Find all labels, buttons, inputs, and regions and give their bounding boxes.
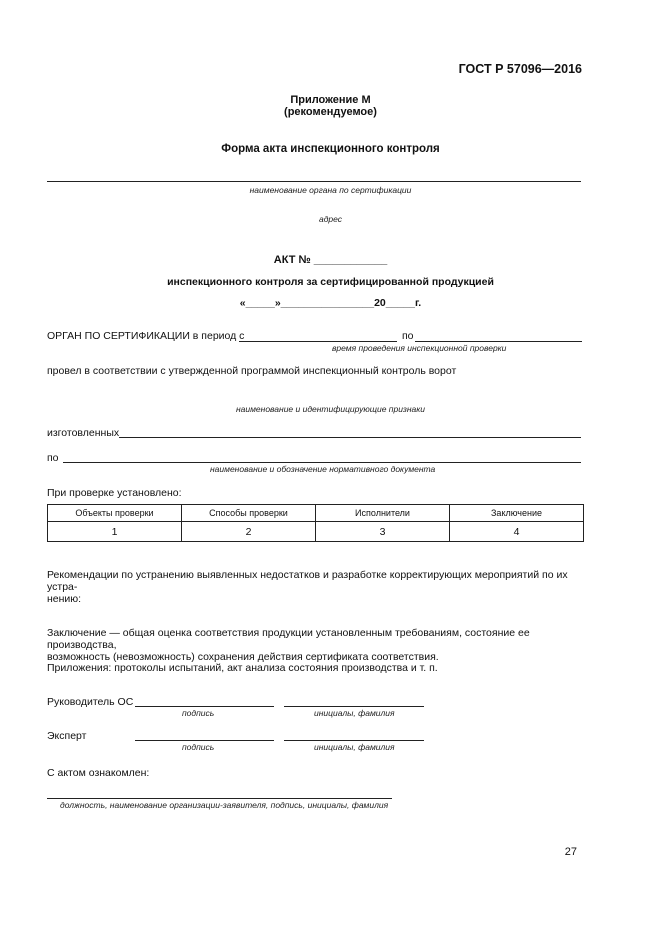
head-label: Руководитель ОС — [47, 696, 134, 708]
by-label: по — [47, 452, 59, 464]
address-caption: адрес — [318, 214, 343, 224]
appendix-title: Приложение М — [290, 94, 371, 106]
table-cell: 3 — [316, 522, 450, 542]
attachments-text: Приложения: протоколы испытаний, акт анализа состояния производства и т. п. — [47, 662, 438, 674]
recommendations-line-2: нению: — [47, 593, 82, 605]
expert-signature-caption: подпись — [182, 742, 215, 752]
table-cell: 4 — [450, 522, 584, 542]
features-caption: наименование и идентифицирующие признаки — [235, 404, 426, 414]
table-cell: 1 — [48, 522, 182, 542]
norm-doc-caption: наименование и обозначение нормативного документа — [210, 464, 436, 474]
norm-doc-line — [63, 462, 581, 463]
expert-signature-line — [135, 740, 274, 741]
standard-code: ГОСТ Р 57096—2016 — [458, 62, 582, 76]
head-signature-caption: подпись — [182, 708, 215, 718]
table-header-objects: Объекты проверки — [48, 505, 182, 522]
inspection-table — [47, 504, 584, 542]
appendix-subtitle: (рекомендуемое) — [284, 106, 377, 118]
head-initials-caption: инициалы, фамилия — [314, 708, 395, 718]
expert-initials-line — [284, 740, 424, 741]
period-to-label: по — [402, 330, 414, 342]
form-title: Форма акта инспекционного контроля — [221, 143, 440, 155]
head-initials-line — [284, 706, 424, 707]
recommendations-text — [47, 569, 587, 605]
organ-line — [47, 181, 581, 182]
manufactured-label: изготовленных — [47, 427, 120, 439]
organ-caption: наименование органа по сертификации — [249, 185, 412, 195]
period-from-line — [239, 341, 397, 342]
established-text: При проверке установлено: — [47, 487, 182, 499]
table-row — [48, 522, 584, 542]
manufactured-line — [119, 437, 581, 438]
table-cell: 2 — [182, 522, 316, 542]
expert-initials-caption: инициалы, фамилия — [314, 742, 395, 752]
act-subtitle: инспекционного контроля за сертифицированной продукцией — [167, 276, 494, 288]
act-date: «_____»________________20_____г. — [239, 297, 422, 309]
organ-period-label: ОРГАН ПО СЕРТИФИКАЦИИ в период с — [47, 330, 245, 342]
act-number: АКТ № ____________ — [273, 254, 388, 266]
conclusion-line-2: возможность (невозможность) сохранения действия сертификата соответствия. — [47, 651, 439, 663]
period-to-line — [415, 341, 582, 342]
applicant-caption: должность, наименование организации-заявителя, подпись, инициалы, фамилия — [60, 800, 389, 810]
acquainted-text: С актом ознакомлен: — [47, 767, 150, 779]
table-header-methods: Способы проверки — [182, 505, 316, 522]
period-caption: время проведения инспекционной проверки — [332, 343, 507, 353]
conducted-text: провел в соответствии с утвержденной программой инспекционный контроль ворот — [47, 365, 457, 377]
conclusion-text — [47, 627, 587, 663]
table-header-executors: Исполнители — [316, 505, 450, 522]
table-header-conclusion: Заключение — [450, 505, 584, 522]
expert-label: Эксперт — [47, 730, 87, 742]
recommendations-line-1: Рекомендации по устранению выявленных недостатков и разработке корректирующих мероприятий по их устра- — [47, 569, 568, 593]
applicant-line — [47, 798, 392, 799]
page-number: 27 — [564, 846, 577, 858]
conclusion-line-1: Заключение — общая оценка соответствия продукции установленным требованиям, состояние ее производства, — [47, 627, 530, 651]
head-signature-line — [135, 706, 274, 707]
